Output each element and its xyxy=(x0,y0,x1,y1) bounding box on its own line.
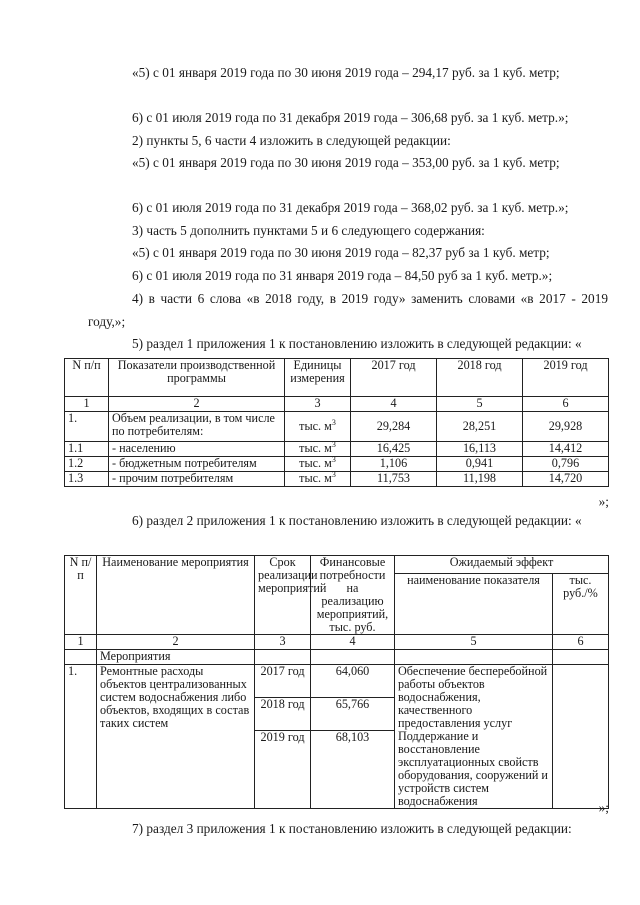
measure-name: Ремонтные расходы объектов централизованных систем водоснабжения либо объектов, входящих в состав таких систем xyxy=(97,665,255,809)
paragraph: 5) раздел 1 приложения 1 к постановлению изложить в следующей редакции: « xyxy=(132,336,582,351)
section-row xyxy=(65,650,609,665)
value-2019: 14,720 xyxy=(523,472,609,487)
column-number: 1 xyxy=(65,397,109,412)
row-name: - бюджетным потребителям xyxy=(109,457,285,472)
column-number-row xyxy=(65,397,609,412)
table-row xyxy=(65,472,609,487)
column-number: 6 xyxy=(523,397,609,412)
term-year: 2018 год xyxy=(255,697,311,730)
paragraph: 2) пункты 5, 6 части 4 изложить в следующей редакции: xyxy=(132,133,451,148)
header-cell: Наименование мероприятия xyxy=(97,556,255,635)
paragraph: «5) с 01 января 2019 года по 30 июня 2019 года – 82,37 руб за 1 куб. метр; xyxy=(132,245,550,260)
column-number: 2 xyxy=(97,635,255,650)
paragraph: 6) с 01 июля 2019 года по 31 декабря 2019 года – 306,68 руб. за 1 куб. метр.»; xyxy=(132,110,569,125)
amount: 68,103 xyxy=(311,730,395,808)
term-year: 2019 год xyxy=(255,730,311,808)
table-row xyxy=(65,412,609,442)
header-cell: Ожидаемый эффект xyxy=(395,556,609,574)
closing-quote: »; xyxy=(598,800,609,815)
column-number: 5 xyxy=(437,397,523,412)
value-2018: 16,113 xyxy=(437,442,523,457)
header-cell: 2019 год xyxy=(523,359,609,397)
header-cell: N п/п xyxy=(65,359,109,397)
unit-cell: тыс. $м^3$ xyxy=(285,457,351,472)
amount: 65,766 xyxy=(311,697,395,730)
paragraph: 3) часть 5 дополнить пунктами 5 и 6 следующего содержания: xyxy=(132,223,485,238)
paragraph: 7) раздел 3 приложения 1 к постановлению изложить в следующей редакции: xyxy=(132,821,572,836)
value-2019: 29,928 xyxy=(523,412,609,442)
unit-cell: тыс. $м^3$ xyxy=(285,412,351,442)
header-cell: наименование показателя xyxy=(395,574,553,635)
column-number: 3 xyxy=(255,635,311,650)
unit-cell: тыс. $м^3$ xyxy=(285,472,351,487)
value-2018: 0,941 xyxy=(437,457,523,472)
header-cell: Показатели производственной программы xyxy=(109,359,285,397)
value-2017: 16,425 xyxy=(351,442,437,457)
paragraph: «5) с 01 января 2019 года по 30 июня 2019 года – 353,00 руб. за 1 куб. метр; xyxy=(132,155,560,170)
header-cell: N п/п xyxy=(65,556,97,635)
column-number: 3 xyxy=(285,397,351,412)
value-2017: 29,284 xyxy=(351,412,437,442)
row-number: 1.1 xyxy=(65,442,109,457)
effect-text: Обеспечение бесперебойной работы объектов водоснабжения, качественного предоставления услуг Поддержание и восстановление эксплуатационных свойств оборудования, сооружений и устройств систем водоснабжения xyxy=(395,665,553,809)
header-cell: тыс. руб./% xyxy=(553,574,609,635)
value-2019: 0,796 xyxy=(523,457,609,472)
value-2017: 11,753 xyxy=(351,472,437,487)
row-name: - прочим потребителям xyxy=(109,472,285,487)
column-number: 1 xyxy=(65,635,97,650)
table-header-row xyxy=(65,359,609,397)
column-number: 6 xyxy=(553,635,609,650)
row-name: - населению xyxy=(109,442,285,457)
paragraph: 6) с 01 июля 2019 года по 31 декабря 2019 года – 368,02 руб. за 1 куб. метр.»; xyxy=(132,200,569,215)
production-program-table xyxy=(64,358,609,487)
table-row xyxy=(65,442,609,457)
amount: 64,060 xyxy=(311,665,395,698)
row-name: Объем реализации, в том числе по потребителям: xyxy=(109,412,285,442)
row-number: 1.3 xyxy=(65,472,109,487)
value-2018: 28,251 xyxy=(437,412,523,442)
paragraph: 6) с 01 июля 2019 года по 31 января 2019 года – 84,50 руб за 1 куб. метр.»; xyxy=(132,268,553,283)
value-2018: 11,198 xyxy=(437,472,523,487)
header-cell: Единицы измерения xyxy=(285,359,351,397)
row-number: 1. xyxy=(65,412,109,442)
table-row xyxy=(65,457,609,472)
paragraph: 4) в части 6 слова «в 2018 году, в 2019 году» заменить словами «в 2017 - 2019 году,»; xyxy=(88,291,608,329)
column-number: 2 xyxy=(109,397,285,412)
column-number: 4 xyxy=(311,635,395,650)
column-number: 5 xyxy=(395,635,553,650)
header-cell: Срок реализации мероприятий xyxy=(255,556,311,635)
header-cell: Финансовые потребности на реализацию мероприятий, тыс. руб. xyxy=(311,556,395,635)
closing-quote: »; xyxy=(598,494,609,509)
unit-cell: тыс. $м^3$ xyxy=(285,442,351,457)
value-2019: 14,412 xyxy=(523,442,609,457)
table-header-row xyxy=(65,556,609,574)
header-cell: 2017 год xyxy=(351,359,437,397)
value-2017: 1,106 xyxy=(351,457,437,472)
section-label: Мероприятия xyxy=(97,650,255,665)
row-number: 1. xyxy=(65,665,97,809)
paragraph: 6) раздел 2 приложения 1 к постановлению изложить в следующей редакции: « xyxy=(132,513,582,528)
column-number: 4 xyxy=(351,397,437,412)
header-cell: 2018 год xyxy=(437,359,523,397)
paragraph: «5) с 01 января 2019 года по 30 июня 2019 года – 294,17 руб. за 1 куб. метр; xyxy=(132,65,560,80)
row-number: 1.2 xyxy=(65,457,109,472)
table-row xyxy=(65,665,609,698)
measures-table xyxy=(64,555,609,809)
column-number-row xyxy=(65,635,609,650)
term-year: 2017 год xyxy=(255,665,311,698)
